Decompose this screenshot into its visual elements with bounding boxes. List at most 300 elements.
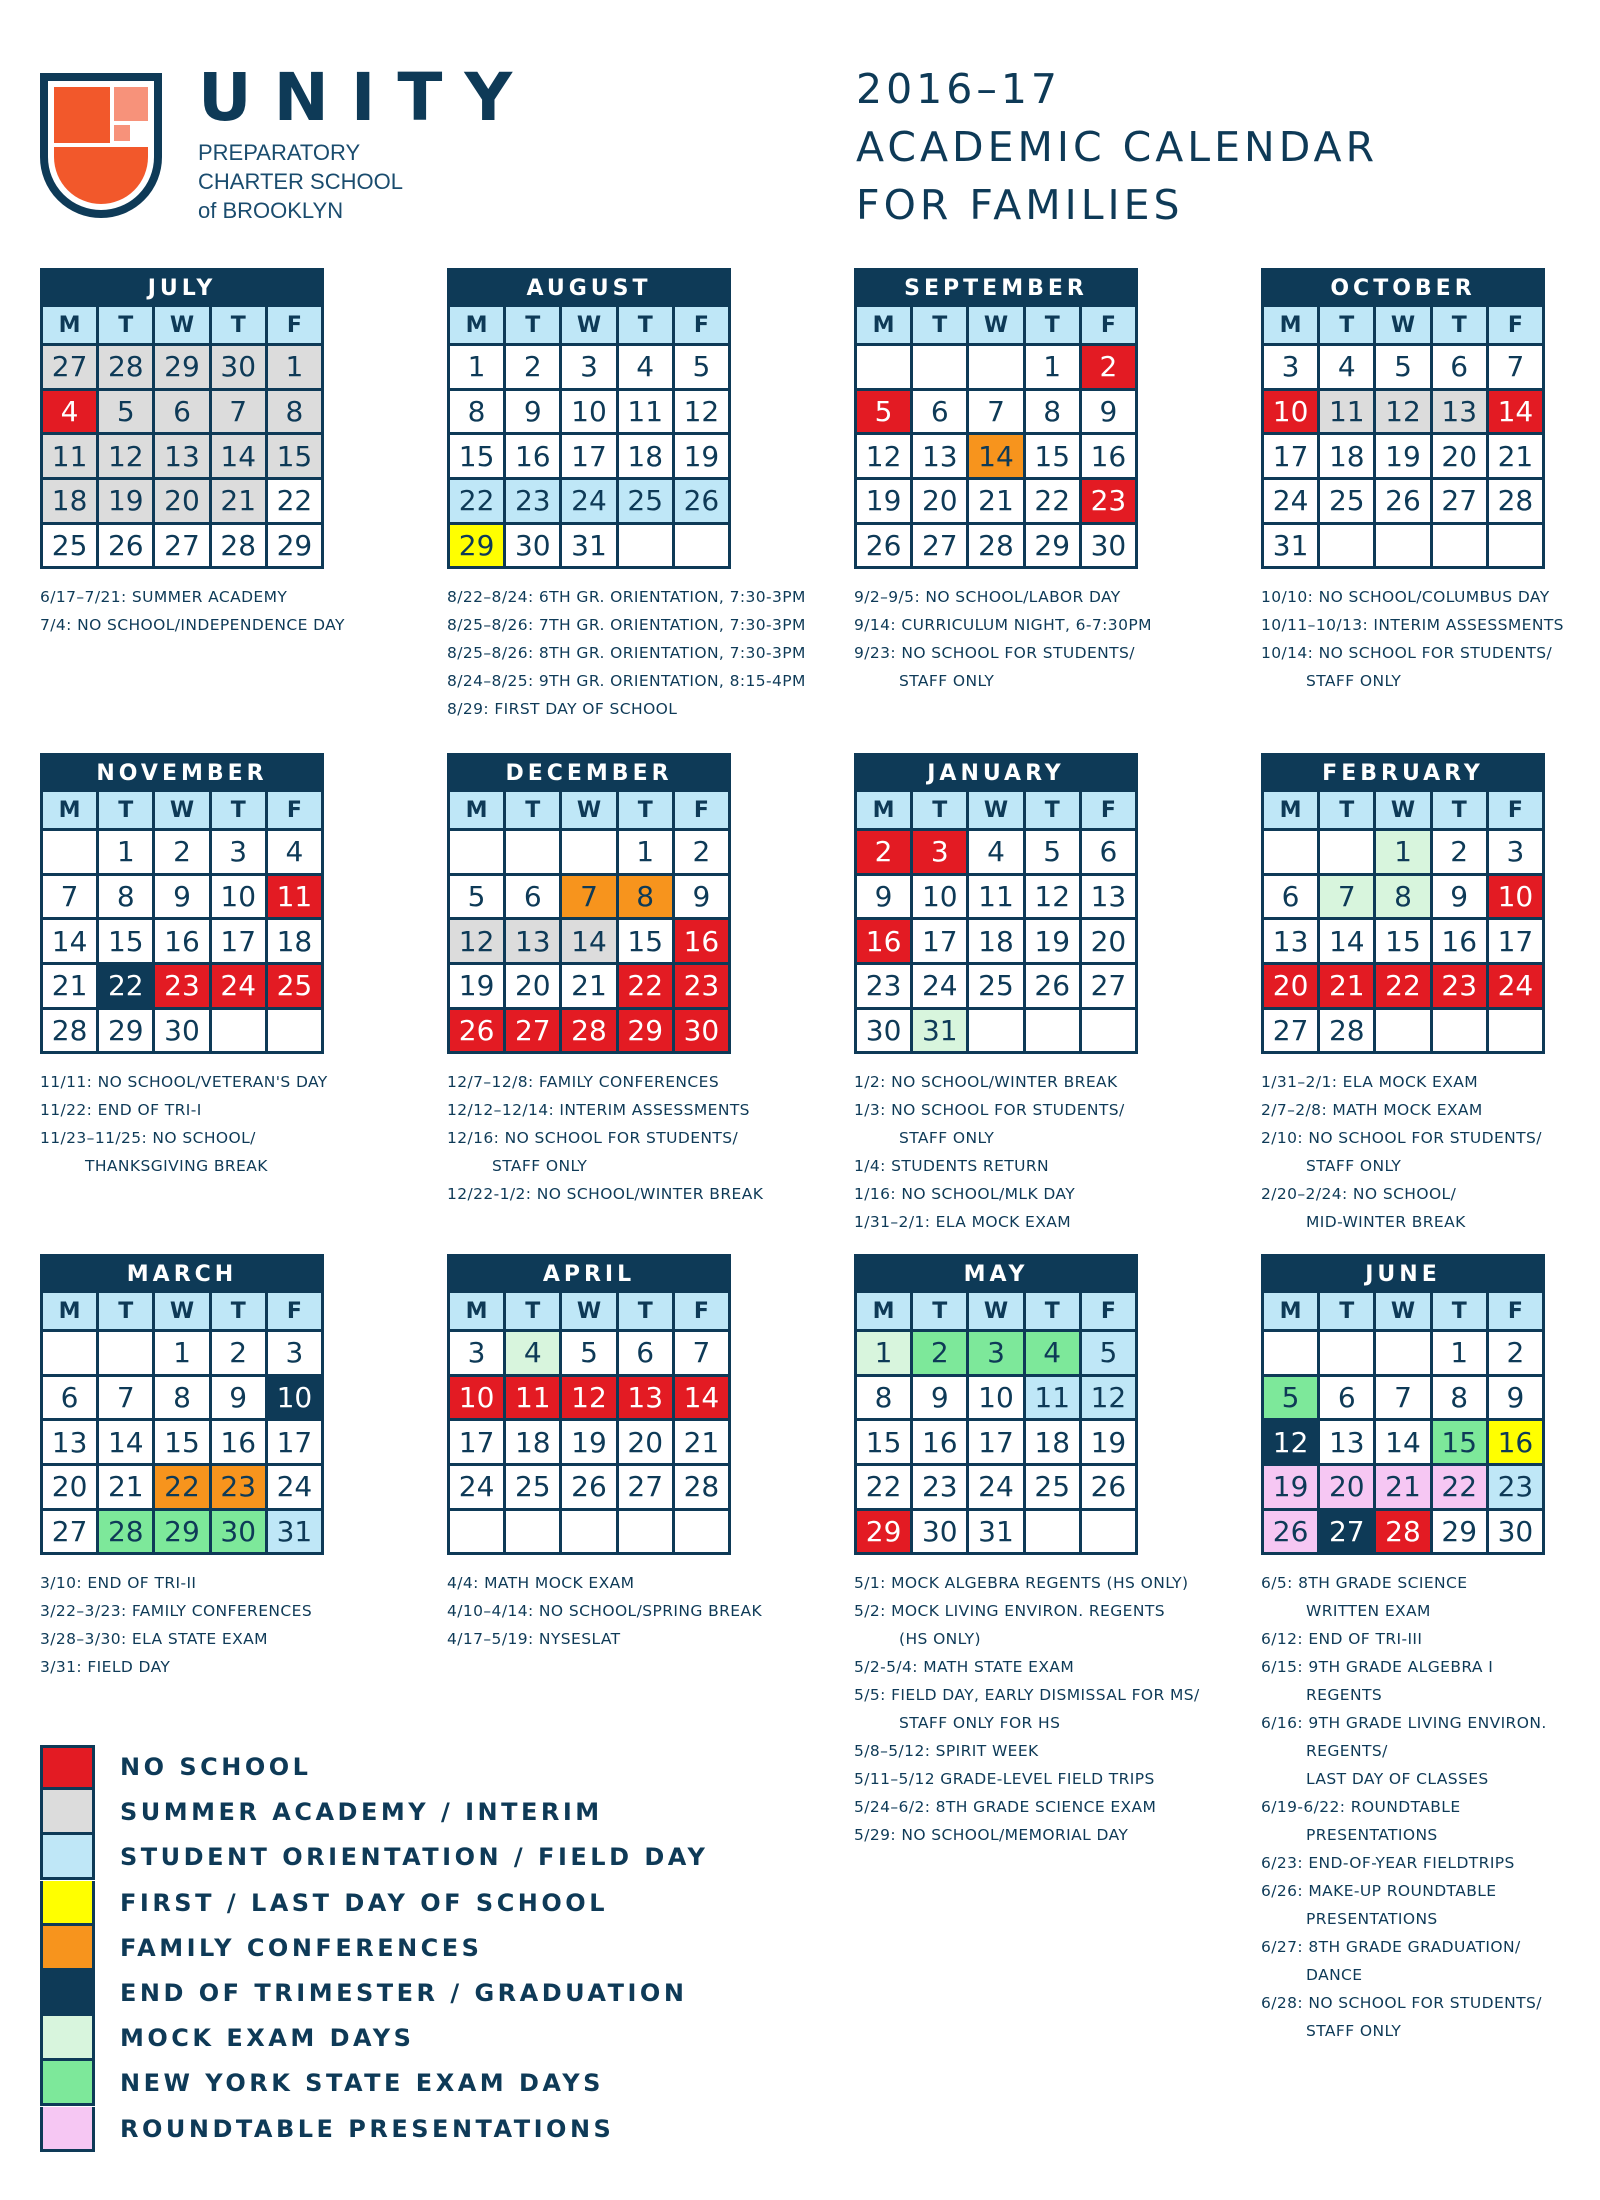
weekday-header: T (913, 1293, 966, 1329)
weekday-header: M (43, 792, 96, 828)
logo-block-tiny (114, 125, 130, 141)
empty-day-cell (857, 346, 910, 388)
month-notes (1261, 1068, 1545, 1236)
day-cell: 1 (1433, 1332, 1486, 1374)
day-cell: 23 (1433, 965, 1486, 1007)
weekday-header: F (1489, 307, 1542, 343)
day-cell: 18 (1026, 1421, 1079, 1463)
day-cell: 22 (619, 965, 672, 1007)
note-line: 5/8–5/12: SPIRIT WEEK (854, 1742, 1039, 1761)
note-line: 4/10–4/14: NO SCHOOL/SPRING BREAK (447, 1602, 763, 1621)
school-subtitle-line-1: PREPARATORY (198, 140, 361, 165)
day-cell: 28 (969, 525, 1022, 567)
day-cell: 29 (155, 1511, 208, 1553)
note-line: LAST DAY OF CLASSES (1306, 1770, 1489, 1789)
day-cell: 17 (450, 1421, 503, 1463)
month-grid (1264, 1293, 1542, 1552)
weekday-header: F (1082, 307, 1135, 343)
month-august (447, 268, 806, 723)
empty-day-cell (913, 346, 966, 388)
day-cell: 5 (562, 1332, 615, 1374)
month-grid (1264, 307, 1542, 566)
calendar-title: ACADEMIC CALENDAR (856, 123, 1379, 171)
legend-swatch (40, 1745, 95, 1790)
weekday-header: T (1320, 792, 1373, 828)
weekday-header: T (1320, 307, 1373, 343)
month-title: JULY (147, 276, 217, 301)
day-cell: 21 (969, 480, 1022, 522)
calendar-audience: FOR FAMILIES (856, 181, 1184, 229)
day-cell: 11 (969, 876, 1022, 918)
day-cell: 30 (155, 1010, 208, 1052)
day-cell: 13 (43, 1421, 96, 1463)
day-cell: 24 (1489, 965, 1542, 1007)
empty-day-cell (675, 525, 728, 567)
month-title: OCTOBER (1330, 276, 1476, 301)
note-line: STAFF ONLY (1306, 1157, 1402, 1176)
day-cell: 1 (857, 1332, 910, 1374)
weekday-header: T (1433, 792, 1486, 828)
day-cell: 19 (1376, 435, 1429, 477)
month-calendar (447, 1254, 731, 1555)
note-line: 7/4: NO SCHOOL/INDEPENDENCE DAY (40, 616, 345, 635)
day-cell: 20 (1082, 920, 1135, 962)
weekday-header: W (969, 792, 1022, 828)
day-cell: 3 (450, 1332, 503, 1374)
month-grid (450, 307, 728, 566)
day-cell: 24 (268, 1466, 321, 1508)
weekday-header: W (155, 792, 208, 828)
month-november (40, 753, 328, 1180)
day-cell: 25 (969, 965, 1022, 1007)
day-cell: 17 (562, 435, 615, 477)
month-calendar (40, 268, 324, 569)
note-line: 6/19-6/22: ROUNDTABLE (1261, 1798, 1461, 1817)
weekday-header: F (1082, 1293, 1135, 1329)
note-line: 6/23: END-OF-YEAR FIELDTRIPS (1261, 1854, 1515, 1873)
note-line: REGENTS/ (1306, 1742, 1388, 1761)
month-title: SEPTEMBER (904, 276, 1088, 301)
day-cell: 14 (99, 1421, 152, 1463)
month-june (1261, 1254, 1545, 2045)
note-line: STAFF ONLY (1306, 672, 1402, 691)
weekday-header: T (1320, 1293, 1373, 1329)
weekday-header: T (212, 307, 265, 343)
note-line: 3/28–3/30: ELA STATE EXAM (40, 1630, 268, 1649)
note-line: 11/22: END OF TRI-I (40, 1101, 202, 1120)
school-name: UNITY (198, 59, 535, 136)
day-cell: 12 (99, 435, 152, 477)
day-cell: 22 (155, 1466, 208, 1508)
day-cell: 18 (506, 1421, 559, 1463)
day-cell: 27 (913, 525, 966, 567)
weekday-header: T (1026, 1293, 1079, 1329)
day-cell: 8 (619, 876, 672, 918)
day-cell: 22 (857, 1466, 910, 1508)
day-cell: 16 (857, 920, 910, 962)
legend-label: NEW YORK STATE EXAM DAYS (120, 2069, 604, 2098)
weekday-header: M (857, 307, 910, 343)
day-cell: 7 (1489, 346, 1542, 388)
day-cell: 13 (1264, 920, 1317, 962)
weekday-header: W (562, 307, 615, 343)
weekday-header: T (619, 1293, 672, 1329)
day-cell: 19 (1264, 1466, 1317, 1508)
day-cell: 4 (1026, 1332, 1079, 1374)
day-cell: 22 (1376, 965, 1429, 1007)
day-cell: 10 (450, 1377, 503, 1419)
month-notes (1261, 583, 1564, 695)
empty-day-cell (562, 831, 615, 873)
day-cell: 7 (212, 391, 265, 433)
day-cell: 26 (675, 480, 728, 522)
day-cell: 17 (913, 920, 966, 962)
month-notes (854, 1569, 1200, 1849)
note-line: 11/23–11/25: NO SCHOOL/ (40, 1129, 256, 1148)
weekday-header: F (1489, 792, 1542, 828)
note-line: 8/25–8/26: 7TH GR. ORIENTATION, 7:30-3PM (447, 616, 806, 635)
weekday-header: F (268, 1293, 321, 1329)
day-cell: 9 (506, 391, 559, 433)
note-line: 3/31: FIELD DAY (40, 1658, 171, 1677)
note-line: STAFF ONLY FOR HS (899, 1714, 1061, 1733)
note-line: WRITTEN EXAM (1306, 1602, 1431, 1621)
month-grid (857, 307, 1135, 566)
day-cell: 3 (268, 1332, 321, 1374)
month-notes (854, 1068, 1138, 1236)
day-cell: 23 (1082, 480, 1135, 522)
empty-day-cell (1320, 1332, 1373, 1374)
day-cell: 14 (562, 920, 615, 962)
month-title: NOVEMBER (96, 761, 268, 786)
day-cell: 10 (913, 876, 966, 918)
day-cell: 5 (450, 876, 503, 918)
weekday-header: W (969, 1293, 1022, 1329)
day-cell: 29 (619, 1010, 672, 1052)
weekday-header: F (675, 792, 728, 828)
day-cell: 12 (1082, 1377, 1135, 1419)
day-cell: 7 (969, 391, 1022, 433)
day-cell: 2 (857, 831, 910, 873)
note-line: 1/31–2/1: ELA MOCK EXAM (1261, 1073, 1479, 1092)
day-cell: 15 (450, 435, 503, 477)
day-cell: 27 (1082, 965, 1135, 1007)
note-line: 12/22-1/2: NO SCHOOL/WINTER BREAK (447, 1185, 764, 1204)
weekday-header: T (506, 792, 559, 828)
weekday-header: T (212, 792, 265, 828)
empty-day-cell (506, 1511, 559, 1553)
day-cell: 11 (43, 435, 96, 477)
day-cell: 12 (562, 1377, 615, 1419)
day-cell: 23 (857, 965, 910, 1007)
day-cell: 17 (1489, 920, 1542, 962)
day-cell: 18 (1320, 435, 1373, 477)
day-cell: 5 (1264, 1377, 1317, 1419)
day-cell: 9 (913, 1377, 966, 1419)
day-cell: 28 (99, 1511, 152, 1553)
month-april (447, 1254, 763, 1653)
empty-day-cell (1264, 831, 1317, 873)
day-cell: 9 (1433, 876, 1486, 918)
empty-day-cell (43, 1332, 96, 1374)
day-cell: 28 (212, 525, 265, 567)
day-cell: 31 (913, 1010, 966, 1052)
day-cell: 9 (1082, 391, 1135, 433)
day-cell: 10 (1264, 391, 1317, 433)
note-line: 6/28: NO SCHOOL FOR STUDENTS/ (1261, 1994, 1542, 2013)
day-cell: 11 (1320, 391, 1373, 433)
legend-swatch (40, 1790, 95, 1835)
day-cell: 29 (99, 1010, 152, 1052)
day-cell: 27 (619, 1466, 672, 1508)
day-cell: 23 (506, 480, 559, 522)
month-grid (43, 307, 321, 566)
legend-swatch (40, 2107, 95, 2152)
empty-day-cell (675, 1511, 728, 1553)
day-cell: 23 (212, 1466, 265, 1508)
month-grid (450, 1293, 728, 1552)
day-cell: 28 (675, 1466, 728, 1508)
day-cell: 10 (969, 1377, 1022, 1419)
weekday-header: W (155, 1293, 208, 1329)
note-line: 6/5: 8TH GRADE SCIENCE (1261, 1574, 1468, 1593)
empty-day-cell (562, 1511, 615, 1553)
legend-swatch (40, 1971, 95, 2016)
day-cell: 26 (1264, 1511, 1317, 1553)
day-cell: 28 (1320, 1010, 1373, 1052)
day-cell: 17 (268, 1421, 321, 1463)
day-cell: 19 (562, 1421, 615, 1463)
day-cell: 30 (857, 1010, 910, 1052)
month-title: JUNE (1365, 1262, 1441, 1287)
day-cell: 14 (969, 435, 1022, 477)
note-line: 9/23: NO SCHOOL FOR STUDENTS/ (854, 644, 1135, 663)
weekday-header: M (857, 792, 910, 828)
day-cell: 19 (99, 480, 152, 522)
day-cell: 2 (675, 831, 728, 873)
empty-day-cell (268, 1010, 321, 1052)
day-cell: 13 (1320, 1421, 1373, 1463)
empty-day-cell (450, 1511, 503, 1553)
note-line: 5/2: MOCK LIVING ENVIRON. REGENTS (854, 1602, 1165, 1621)
weekday-header: T (99, 1293, 152, 1329)
note-line: 1/3: NO SCHOOL FOR STUDENTS/ (854, 1101, 1125, 1120)
empty-day-cell (619, 1511, 672, 1553)
day-cell: 2 (506, 346, 559, 388)
day-cell: 13 (1082, 876, 1135, 918)
empty-day-cell (969, 1010, 1022, 1052)
note-line: 4/17–5/19: NYSESLAT (447, 1630, 621, 1649)
day-cell: 30 (1082, 525, 1135, 567)
day-cell: 16 (675, 920, 728, 962)
day-cell: 26 (1026, 965, 1079, 1007)
legend-swatch (40, 1835, 95, 1880)
day-cell: 14 (1320, 920, 1373, 962)
day-cell: 17 (212, 920, 265, 962)
day-cell: 6 (506, 876, 559, 918)
day-cell: 24 (562, 480, 615, 522)
day-cell: 26 (99, 525, 152, 567)
note-line: 8/29: FIRST DAY OF SCHOOL (447, 700, 678, 719)
weekday-header: M (1264, 307, 1317, 343)
month-december (447, 753, 764, 1208)
weekday-header: T (1026, 307, 1079, 343)
legend-swatch (40, 2061, 95, 2106)
day-cell: 23 (1489, 1466, 1542, 1508)
empty-day-cell (212, 1010, 265, 1052)
month-calendar (1261, 1254, 1545, 1555)
note-line: 6/15: 9TH GRADE ALGEBRA I (1261, 1658, 1494, 1677)
day-cell: 8 (1433, 1377, 1486, 1419)
note-line: 6/26: MAKE-UP ROUNDTABLE (1261, 1882, 1497, 1901)
empty-day-cell (1026, 1511, 1079, 1553)
day-cell: 24 (450, 1466, 503, 1508)
note-line: 2/10: NO SCHOOL FOR STUDENTS/ (1261, 1129, 1542, 1148)
note-line: 5/29: NO SCHOOL/MEMORIAL DAY (854, 1826, 1129, 1845)
day-cell: 1 (1026, 346, 1079, 388)
day-cell: 29 (1433, 1511, 1486, 1553)
day-cell: 4 (43, 391, 96, 433)
weekday-header: T (99, 307, 152, 343)
day-cell: 25 (506, 1466, 559, 1508)
note-line: 10/11–10/13: INTERIM ASSESSMENTS (1261, 616, 1564, 635)
note-line: 12/12–12/14: INTERIM ASSESSMENTS (447, 1101, 750, 1120)
note-line: STAFF ONLY (899, 672, 995, 691)
day-cell: 27 (1433, 480, 1486, 522)
day-cell: 7 (675, 1332, 728, 1374)
empty-day-cell (1320, 831, 1373, 873)
empty-day-cell (1082, 1010, 1135, 1052)
month-notes (40, 1068, 328, 1180)
empty-day-cell (1376, 1332, 1429, 1374)
day-cell: 11 (506, 1377, 559, 1419)
calendar-year: 2016–17 (856, 65, 1062, 113)
note-line: 5/2-5/4: MATH STATE EXAM (854, 1658, 1075, 1677)
day-cell: 28 (1489, 480, 1542, 522)
day-cell: 13 (619, 1377, 672, 1419)
day-cell: 22 (99, 965, 152, 1007)
day-cell: 26 (450, 1010, 503, 1052)
month-title: MARCH (126, 1262, 238, 1287)
day-cell: 3 (562, 346, 615, 388)
weekday-header: W (969, 307, 1022, 343)
day-cell: 23 (675, 965, 728, 1007)
day-cell: 12 (1376, 391, 1429, 433)
day-cell: 29 (450, 525, 503, 567)
month-calendar (447, 753, 731, 1054)
legend-label: STUDENT ORIENTATION / FIELD DAY (120, 1843, 709, 1872)
day-cell: 4 (969, 831, 1022, 873)
note-line: 9/14: CURRICULUM NIGHT, 6-7:30PM (854, 616, 1152, 635)
day-cell: 2 (913, 1332, 966, 1374)
empty-day-cell (1082, 1511, 1135, 1553)
day-cell: 22 (1026, 480, 1079, 522)
day-cell: 6 (43, 1377, 96, 1419)
day-cell: 13 (155, 435, 208, 477)
day-cell: 7 (1376, 1377, 1429, 1419)
day-cell: 6 (913, 391, 966, 433)
day-cell: 1 (99, 831, 152, 873)
month-october (1261, 268, 1564, 695)
day-cell: 24 (913, 965, 966, 1007)
weekday-header: T (1433, 1293, 1486, 1329)
month-grid (857, 792, 1135, 1051)
logo-block-tiny-2 (134, 125, 148, 141)
day-cell: 19 (1026, 920, 1079, 962)
day-cell: 9 (675, 876, 728, 918)
school-subtitle-line-2: CHARTER SCHOOL (198, 169, 403, 194)
empty-day-cell (1433, 1010, 1486, 1052)
day-cell: 2 (1082, 346, 1135, 388)
note-line: 1/2: NO SCHOOL/WINTER BREAK (854, 1073, 1118, 1092)
note-line: 6/12: END OF TRI-III (1261, 1630, 1423, 1649)
note-line: MID-WINTER BREAK (1306, 1213, 1466, 1232)
day-cell: 15 (857, 1421, 910, 1463)
day-cell: 25 (268, 965, 321, 1007)
weekday-header: M (1264, 1293, 1317, 1329)
day-cell: 12 (1264, 1421, 1317, 1463)
month-grid (43, 792, 321, 1051)
day-cell: 15 (1433, 1421, 1486, 1463)
note-line: 4/4: MATH MOCK EXAM (447, 1574, 635, 1593)
day-cell: 21 (562, 965, 615, 1007)
day-cell: 22 (268, 480, 321, 522)
day-cell: 30 (212, 1511, 265, 1553)
weekday-header: T (619, 792, 672, 828)
logo-block-large (54, 87, 110, 143)
weekday-header: M (450, 307, 503, 343)
note-line: STAFF ONLY (1306, 2022, 1402, 2041)
day-cell: 10 (1489, 876, 1542, 918)
month-calendar (1261, 753, 1545, 1054)
day-cell: 31 (268, 1511, 321, 1553)
day-cell: 18 (969, 920, 1022, 962)
day-cell: 1 (155, 1332, 208, 1374)
month-july (40, 268, 345, 639)
month-notes (447, 1068, 764, 1208)
day-cell: 25 (619, 480, 672, 522)
day-cell: 8 (155, 1377, 208, 1419)
month-calendar (40, 753, 324, 1054)
weekday-header: W (1376, 1293, 1429, 1329)
day-cell: 6 (1433, 346, 1486, 388)
day-cell: 15 (619, 920, 672, 962)
weekday-header: F (675, 307, 728, 343)
day-cell: 20 (1320, 1466, 1373, 1508)
empty-day-cell (1489, 525, 1542, 567)
legend-label: FAMILY CONFERENCES (120, 1933, 483, 1962)
day-cell: 27 (43, 1511, 96, 1553)
weekday-header: T (212, 1293, 265, 1329)
note-line: 2/20–2/24: NO SCHOOL/ (1261, 1185, 1457, 1204)
day-cell: 17 (969, 1421, 1022, 1463)
note-line: 5/1: MOCK ALGEBRA REGENTS (HS ONLY) (854, 1574, 1189, 1593)
day-cell: 30 (675, 1010, 728, 1052)
note-line: PRESENTATIONS (1306, 1910, 1438, 1929)
day-cell: 29 (857, 1511, 910, 1553)
weekday-header: T (1026, 792, 1079, 828)
month-notes (1261, 1569, 1545, 2045)
day-cell: 27 (43, 346, 96, 388)
month-title: JANUARY (927, 761, 1065, 786)
month-title: MAY (963, 1262, 1029, 1287)
day-cell: 15 (1376, 920, 1429, 962)
day-cell: 4 (506, 1332, 559, 1374)
month-grid (1264, 792, 1542, 1051)
note-line: STAFF ONLY (492, 1157, 588, 1176)
day-cell: 5 (99, 391, 152, 433)
month-calendar (854, 1254, 1138, 1555)
